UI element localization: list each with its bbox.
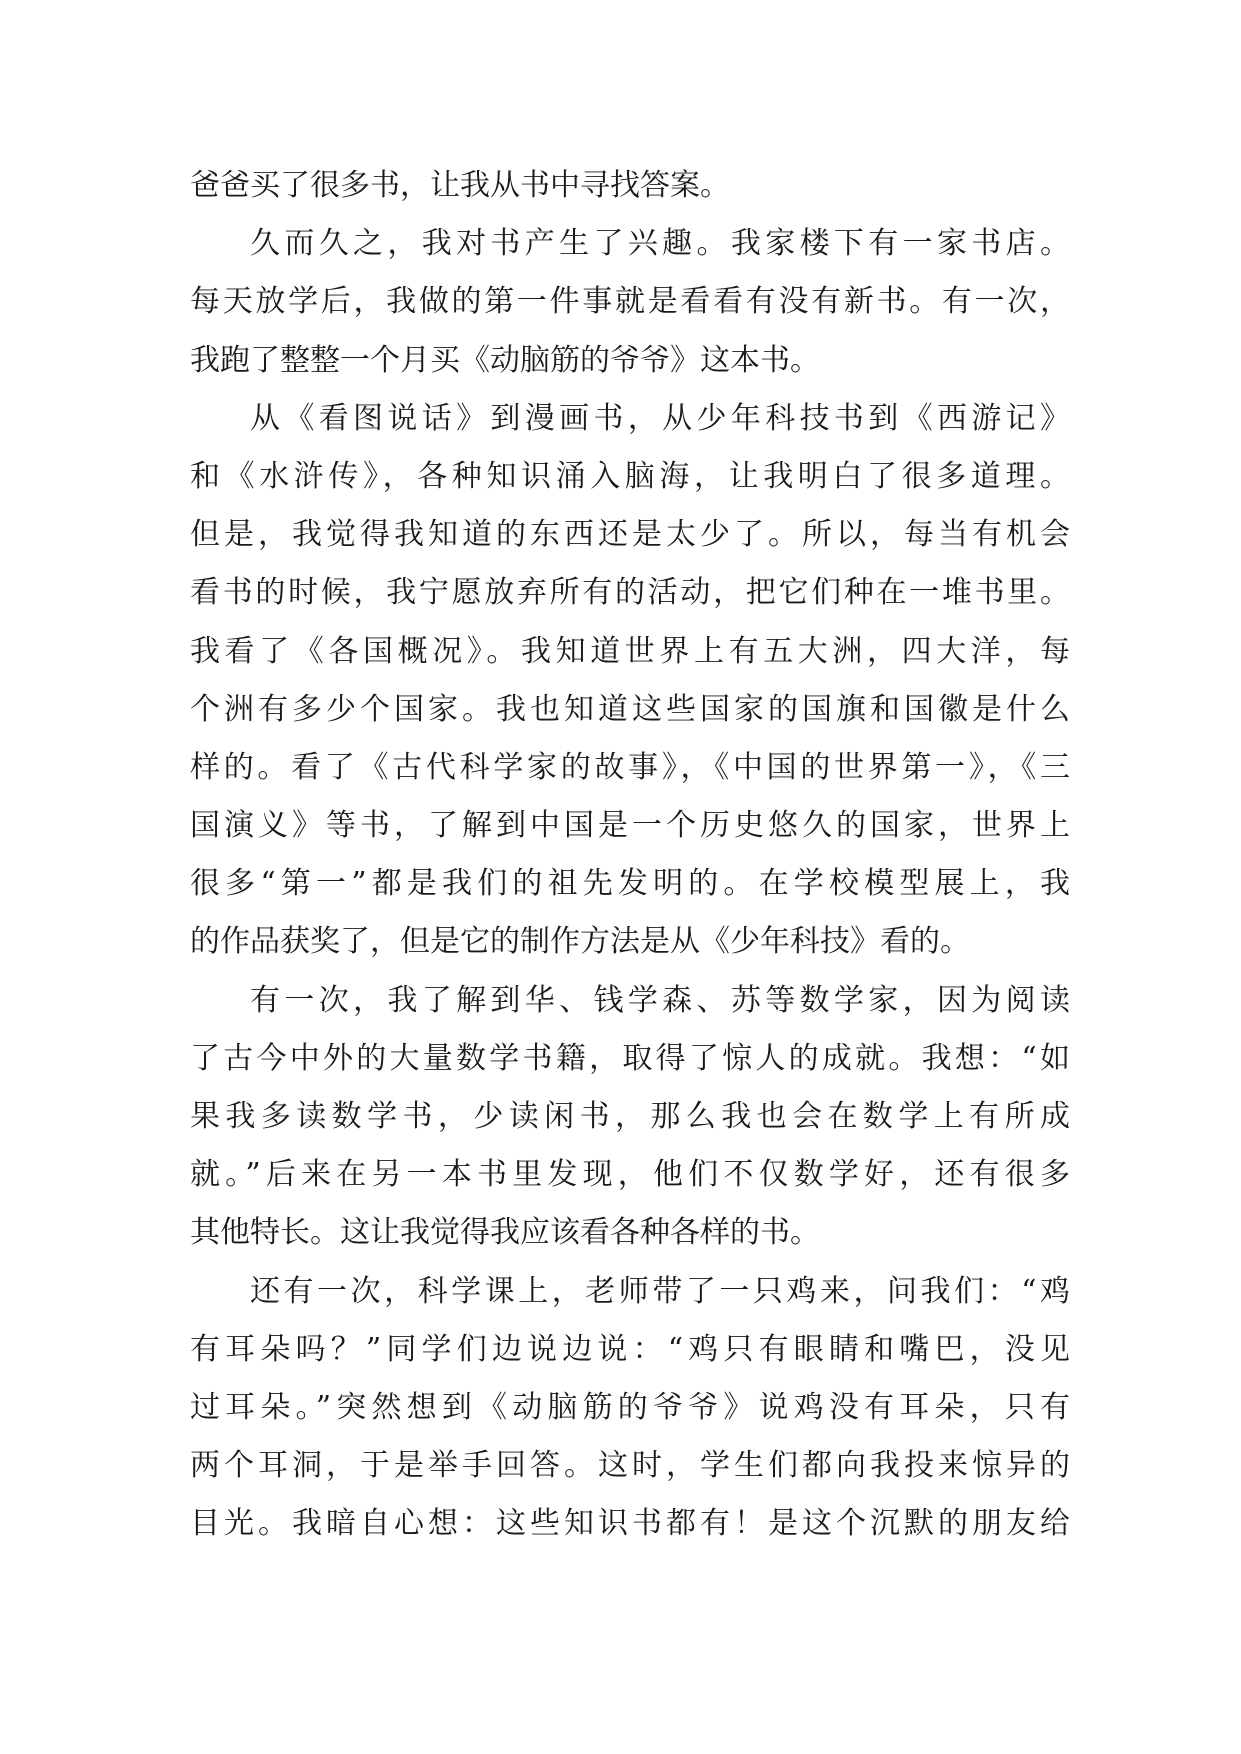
text-line: 个洲有多少个国家。我也知道这些国家的国旗和国徽是什么 [190, 691, 1070, 727]
text-line: 的作品获奖了，但是它的制作方法是从《少年科技》看的。 [190, 924, 970, 960]
text-line: 国演义》等书，了解到中国是一个历史悠久的国家，世界上 [190, 808, 1070, 844]
text-line: 每天放学后，我做的第一件事就是看看有没有新书。有一次， [190, 284, 1070, 320]
text-line: 其他特长。这让我觉得我应该看各种各样的书。 [190, 1215, 820, 1251]
text-line: 很多“第一”都是我们的祖先发明的。在学校模型展上，我 [190, 866, 1070, 902]
text-line: 样的。看了《古代科学家的故事》，《中国的世界第一》，《三 [190, 749, 1070, 785]
text-line: 我看了《各国概况》。我知道世界上有五大洲，四大洋，每 [190, 633, 1070, 669]
text-line: 了古今中外的大量数学书籍，取得了惊人的成就。我想：“如 [190, 1040, 1070, 1076]
text-line: 但是，我觉得我知道的东西还是太少了。所以，每当有机会 [190, 517, 1070, 553]
text-line: 过耳朵。”突然想到《动脑筋的爷爷》说鸡没有耳朵，只有 [190, 1389, 1070, 1425]
text-line: 果我多读数学书，少读闲书，那么我也会在数学上有所成 [190, 1099, 1070, 1134]
text-line: 两个耳洞，于是举手回答。这时，学生们都向我投来惊异的 [190, 1448, 1070, 1484]
text-line: 有一次，我了解到华、钱学森、苏等数学家，因为阅读 [250, 982, 1070, 1018]
text-line: 看书的时候，我宁愿放弃所有的活动，把它们种在一堆书里。 [190, 575, 1070, 611]
text-line: 久而久之，我对书产生了兴趣。我家楼下有一家书店。 [250, 226, 1070, 262]
text-line: 爸爸买了很多书，让我从书中寻找答案。 [190, 168, 730, 203]
text-line: 我跑了整整一个月买《动脑筋的爷爷》这本书。 [190, 342, 820, 378]
text-line: 目光。我暗自心想：这些知识书都有！是这个沉默的朋友给 [190, 1506, 1070, 1542]
text-line: 就。”后来在另一本书里发现，他们不仅数学好，还有很多 [190, 1157, 1070, 1193]
text-line: 从《看图说话》到漫画书，从少年科技书到《西游记》 [250, 400, 1070, 436]
text-line: 和《水浒传》，各种知识涌入脑海，让我明白了很多道理。 [190, 458, 1070, 494]
document-body [190, 157, 1070, 1554]
text-line: 有耳朵吗？”同学们边说边说：“鸡只有眼睛和嘴巴，没见 [190, 1331, 1070, 1367]
text-line: 还有一次，科学课上，老师带了一只鸡来，问我们：“鸡 [250, 1273, 1070, 1309]
